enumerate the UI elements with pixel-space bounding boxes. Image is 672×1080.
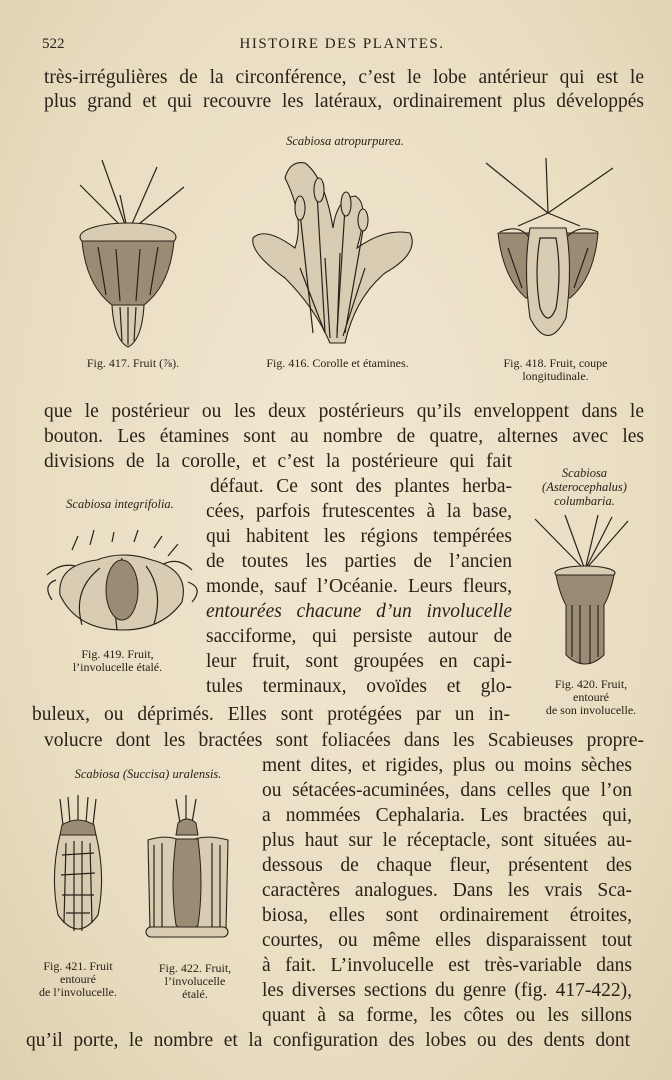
caption-fig-422-line1: Fig. 422. Fruit, bbox=[158, 961, 232, 975]
caption-fig-420-line3: de son involucelle. bbox=[545, 703, 637, 717]
text-line: sacciforme, qui persiste autour de bbox=[206, 626, 512, 647]
text-line: cées, parfois frutescentes à la base, bbox=[206, 501, 512, 522]
text-line: buleux, ou déprimés. Elles sont protégées par un in- bbox=[32, 704, 510, 725]
text-line: divisions de la corolle, et c’est la postérieure qui fait bbox=[44, 451, 512, 472]
species-label-columbaria-line1: Scabiosa bbox=[561, 466, 608, 480]
text-line: biosa, elles sont ordinairement étroites, bbox=[262, 905, 632, 926]
text-line: qui habitent les régions tempérées bbox=[206, 526, 512, 547]
caption-fig-420-line1: Fig. 420. Fruit, bbox=[554, 677, 628, 691]
caption-fig-418-line2: longitudinale. bbox=[522, 369, 589, 383]
text-line: dessous de chaque fleur, présentent des bbox=[262, 855, 632, 876]
text-line: tules terminaux, ovoïdes et glo- bbox=[206, 676, 512, 697]
fig-416-corolla-illustration bbox=[245, 158, 420, 348]
species-label-columbaria-line3: columbaria. bbox=[554, 494, 615, 508]
text-line: ment dites, et rigides, plus ou moins sèches bbox=[262, 755, 632, 776]
caption-fig-419-line2: l’involucelle étalé. bbox=[72, 660, 163, 674]
page-header bbox=[42, 36, 642, 56]
text-line: défaut. Ce sont des plantes herba- bbox=[210, 476, 512, 497]
text-line: entourées chacune d’un involucelle bbox=[206, 601, 512, 622]
caption-fig-418 bbox=[478, 357, 633, 383]
species-label-integrifolia: Scabiosa integrifolia. bbox=[66, 497, 174, 511]
caption-fig-421 bbox=[28, 960, 128, 999]
text-line: plus grand et qui recouvre les latéraux, ordinairement plus développés bbox=[44, 91, 644, 112]
species-label-columbaria bbox=[522, 466, 647, 508]
fig-421-fruit-illustration bbox=[48, 795, 108, 945]
caption-fig-417: Fig. 417. Fruit (⅞). bbox=[86, 356, 180, 370]
text-line: a nommées Cephalaria. Les bractées qui, bbox=[262, 805, 632, 826]
caption-fig-418-line1: Fig. 418. Fruit, coupe bbox=[503, 356, 608, 370]
species-label-atropurpurea: Scabiosa atropurpurea. bbox=[286, 134, 404, 148]
text-line: ou sétacées-acuminées, dans celles que l’on bbox=[262, 780, 632, 801]
caption-fig-419 bbox=[50, 648, 185, 674]
text-line: courtes, ou même elles disparaissent tout bbox=[262, 930, 632, 951]
text-line: que le postérieur ou les deux postérieurs qu’ils enveloppent dans le bbox=[44, 401, 644, 422]
caption-fig-422 bbox=[140, 962, 250, 1001]
species-label-columbaria-line2: (Asterocephalus) bbox=[542, 480, 627, 494]
text-line: les diverses sections du genre (fig. 417-422), bbox=[262, 980, 632, 1001]
text-line: très-irrégulières de la circonférence, c’est le lobe antérieur qui est le bbox=[44, 67, 644, 88]
text-line: à fait. L’involucelle est très-variable dans bbox=[262, 955, 632, 976]
fig-419-fruit-illustration bbox=[42, 530, 202, 640]
text-line: bouton. Les étamines sont au nombre de quatre, alternes avec les bbox=[44, 426, 644, 447]
fig-420-fruit-illustration bbox=[530, 515, 640, 675]
text-line: caractères analogues. Dans les vrais Sca- bbox=[262, 880, 632, 901]
text-line: quant à sa forme, les côtes ou les sillons bbox=[262, 1005, 632, 1026]
running-title: HISTOIRE DES PLANTES. bbox=[239, 36, 445, 52]
page-number: 522 bbox=[42, 36, 65, 52]
text-line: de toutes les parties de l’ancien bbox=[206, 551, 512, 572]
text-line: leur fruit, sont groupées en capi- bbox=[206, 651, 512, 672]
fig-418-fruit-section-illustration bbox=[478, 158, 623, 353]
caption-fig-422-line2: l’involucelle bbox=[164, 974, 226, 988]
text-line: volucre dont les bractées sont foliacées dans les Scabieuses propre- bbox=[44, 730, 644, 751]
caption-fig-420 bbox=[522, 678, 660, 717]
caption-fig-421-line3: de l’involucelle. bbox=[39, 985, 117, 999]
fig-417-fruit-illustration bbox=[60, 155, 200, 355]
caption-fig-419-line1: Fig. 419. Fruit, bbox=[81, 647, 154, 661]
caption-fig-421-line2: entouré bbox=[60, 972, 96, 986]
species-label-uralensis: Scabiosa (Succisa) uralensis. bbox=[74, 767, 222, 781]
text-line: plus haut sur le réceptacle, sont situées au- bbox=[262, 830, 632, 851]
text-line: monde, sauf l’Océanie. Leurs fleurs, bbox=[206, 576, 512, 597]
fig-422-fruit-illustration bbox=[140, 795, 235, 945]
caption-fig-422-line3: étalé. bbox=[182, 987, 208, 1001]
caption-fig-421-line1: Fig. 421. Fruit bbox=[43, 959, 113, 973]
caption-fig-416: Fig. 416. Corolle et étamines. bbox=[266, 356, 409, 370]
caption-fig-420-line2: entouré bbox=[573, 690, 609, 704]
text-line: qu’il porte, le nombre et la configuration des lobes ou des dents dont bbox=[26, 1030, 630, 1051]
